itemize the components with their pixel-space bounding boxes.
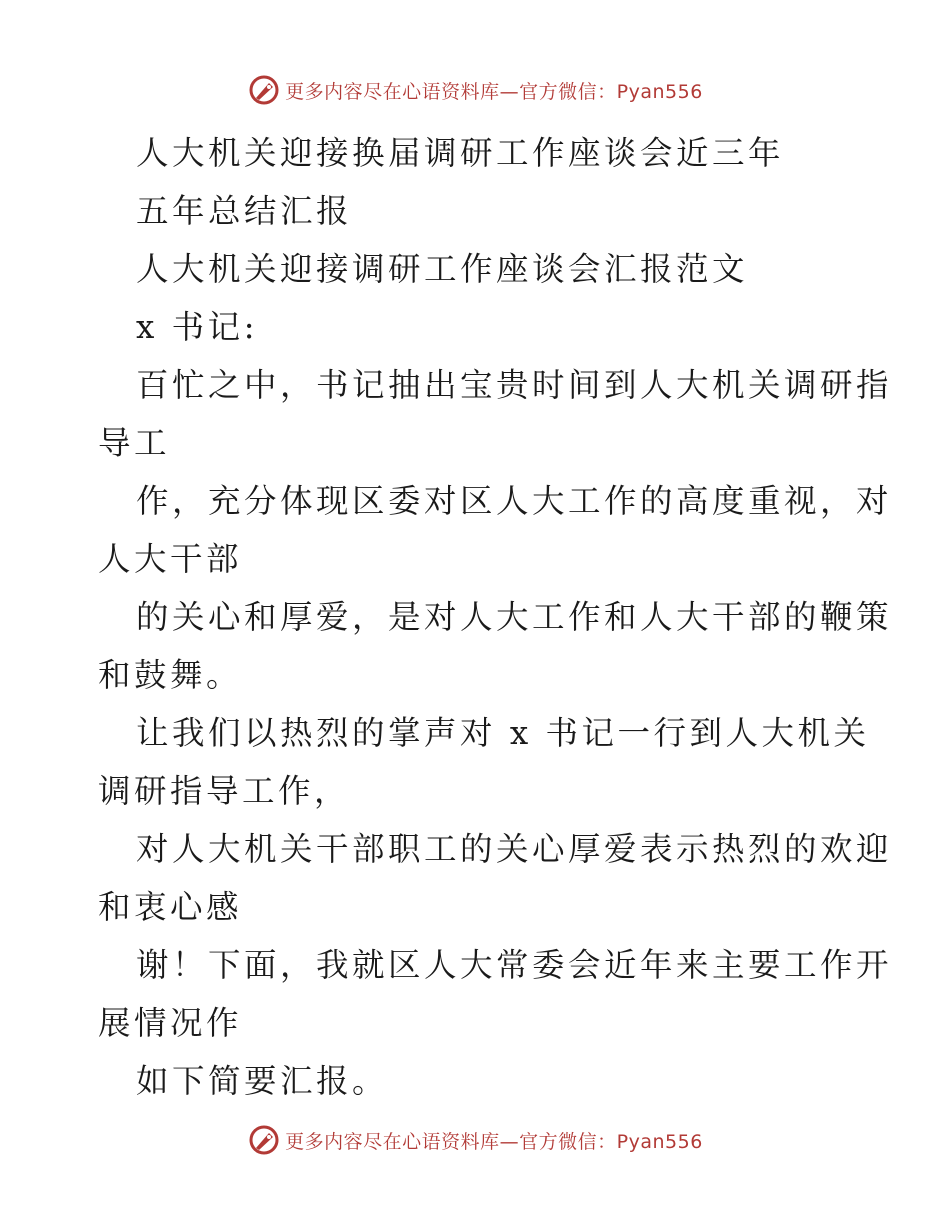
paragraph-line: 的关心和厚爱，是对人大工作和人大干部的鞭策 (136, 598, 893, 636)
watermark-text: 更多内容尽在心语资料库—官方微信：Pyan556 (285, 80, 703, 103)
pen-nib-logo-icon (247, 1123, 281, 1157)
paragraph-line: 人大干部 (98, 540, 243, 578)
subtitle: 人大机关迎接调研工作座谈会汇报范文 (136, 250, 749, 288)
paragraph-line: 谢！下面，我就区人大常委会近年来主要工作开 (136, 946, 893, 984)
paragraph-line: 让我们以热烈的掌声对 x 书记一行到人大机关 (136, 714, 870, 752)
salutation: x 书记: (136, 308, 259, 346)
document-body (98, 124, 893, 1110)
paragraph-line: 导工 (98, 424, 171, 462)
pen-nib-logo-icon (247, 73, 281, 107)
title-line-2: 五年总结汇报 (136, 192, 353, 230)
paragraph-line: 调研指导工作， (98, 772, 351, 810)
paragraph-line: 如下简要汇报。 (136, 1062, 389, 1100)
paragraph-line: 百忙之中，书记抽出宝贵时间到人大机关调研指 (136, 366, 893, 404)
paragraph-line: 和鼓舞。 (98, 656, 243, 694)
paragraph-line: 作，充分体现区委对区人大工作的高度重视，对 (136, 482, 893, 520)
paragraph-line: 展情况作 (98, 1004, 243, 1042)
footer-watermark (0, 1122, 950, 1158)
watermark-text: 更多内容尽在心语资料库—官方微信：Pyan556 (285, 1130, 703, 1153)
title-line-1: 人大机关迎接换届调研工作座谈会近三年 (136, 134, 785, 172)
header-watermark (0, 72, 950, 108)
paragraph-line: 对人大机关干部职工的关心厚爱表示热烈的欢迎 (136, 830, 893, 868)
paragraph-line: 和衷心感 (98, 888, 243, 926)
